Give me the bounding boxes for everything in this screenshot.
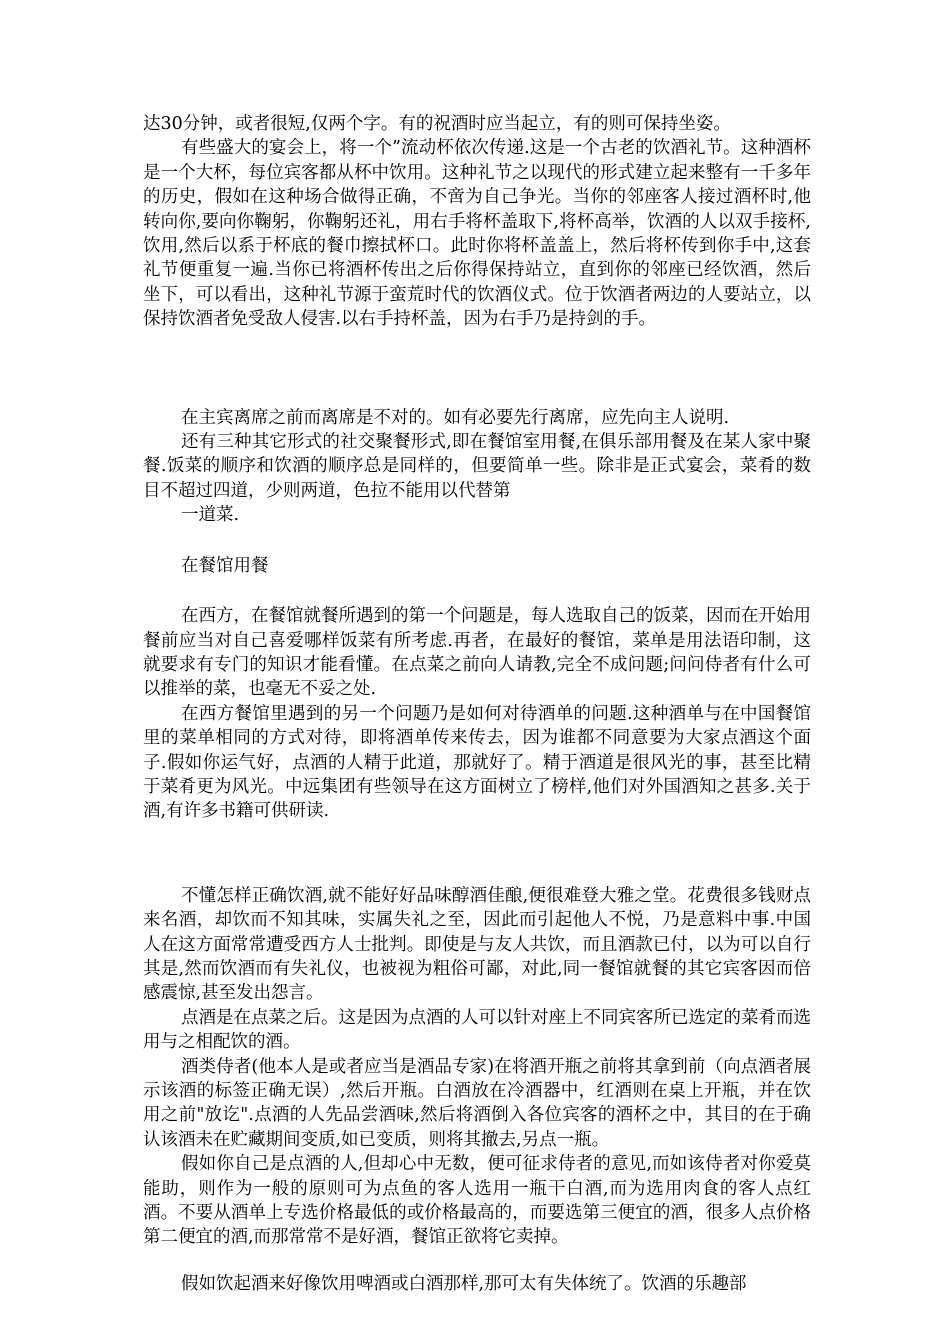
spacer [143,528,811,554]
section-heading: 在餐馆用餐 [181,555,269,576]
section-restaurant [143,604,811,824]
spacer [143,1250,811,1272]
paragraph: 在西方，在餐馆就餐所遇到的第一个问题是，每人选取自己的饭菜，因而在开始用餐前应当对自己喜爱哪样饭菜有所考虑.再者，在最好的餐馆，菜单是用法语印制，这就要求有专门的知识才能看懂。在点菜之前向人请教,完全不成问题;问问侍者有什么可以推举的菜，也毫无不妥之处. [143,606,811,700]
paragraph: 有些盛大的宴会上，将一个”流动杯依次传递.这是一个古老的饮酒礼节。这种酒杯是一个大杯，每位宾客都从杯中饮用。这种礼节之以现代的形式建立起来整有一千多年的历史，假如在这种场合做得正确，不啻为自己争光。当你的邻座客人接过酒杯时,他转向你,要向你鞠躬，你鞠躬还礼，用右手将杯盖取下,将杯高举，饮酒的人以双手接杯,饮用,然后以系于杯底的餐巾擦拭杯口。此时你将杯盖盖上，然后将杯传到你手中,这套礼节便重复一遍.当你已将酒杯传出之后你得保持站立，直到你的邻座已经饮酒，然后坐下，可以看出，这种礼节源于蛮荒时代的饮酒仪式。位于饮酒者两边的人要站立，以保持饮酒者免受敌人侵害.以右手持杯盖，因为右手乃是持剑的手。 [143,138,811,330]
paragraph: 点酒是在点菜之后。这是因为点酒的人可以针对座上不同宾客所已选定的菜肴而选用与之相配饮的酒。 [143,1007,811,1053]
section-toasting [143,112,811,332]
section-wine [143,884,811,1250]
paragraph: 一道菜. [181,505,240,526]
paragraph: 还有三种其它形式的社交聚餐形式,即在餐馆室用餐,在俱乐部用餐及在某人家中聚餐.饭菜的顺序和饮酒的顺序总是同样的，但要简单一些。除非是正式宴会，菜肴的数目不超过四道，少则两道，色拉不能用以代替第 [143,432,811,501]
document-page [143,112,811,1296]
section-leaving [143,406,811,528]
spacer [143,332,811,406]
paragraph: 假如饮起酒来好像饮用啤酒或白酒那样,那可太有失体统了。饮酒的乐趣部 [181,1273,747,1294]
paragraph: 假如你自己是点酒的人,但却心中无数，便可征求侍者的意见,而如该侍者对你爱莫能助，则作为一般的原则可为点鱼的客人选用一瓶干白酒,而为选用肉食的客人点红酒。不要从酒单上专选价格最低的或价格最高的，而要选第三便宜的酒，很多人点价格第二便宜的酒,而那常常不是好酒，餐馆正欲将它卖掉。 [143,1154,811,1248]
paragraph: 不懂怎样正确饮酒,就不能好好品味醇酒佳酿,便很难登大雅之堂。花费很多钱财点来名酒，却饮而不知其味，实属失礼之至，因此而引起他人不悦，乃是意料中事.中国人在这方面常常遭受西方人士批判。即使是与友人共饮，而且酒款已付，以为可以自行其是,然而饮酒而有失礼仪，也被视为粗俗可鄙，对此,同一餐馆就餐的其它宾客因而倍感震惊,甚至发出怨言。 [143,885,811,1004]
spacer [143,578,811,604]
paragraph: 酒类侍者(他本人是或者应当是酒品专家)在将酒开瓶之前将其拿到前（向点酒者展示该酒的标签正确无误）,然后开瓶。白酒放在冷酒器中，红酒则在桌上开瓶，并在饮用之前"放讫".点酒的人先品尝酒味,然后将酒倒入各位宾客的酒杯之中，其目的在于确认该酒未在贮藏期间变质,如已变质，则将其撤去,另点一瓶。 [143,1056,811,1150]
spacer [143,824,811,884]
paragraph: 在主宾离席之前而离席是不对的。如有必要先行离席，应先向主人说明. [181,407,730,428]
paragraph: 达30分钟，或者很短,仅两个字。有的祝酒时应当起立，有的则可保持坐姿。 [143,114,731,134]
paragraph: 在西方餐馆里遇到的另一个问题乃是如何对待酒单的问题.这种酒单与在中国餐馆里的菜单相同的方式对待，即将酒单传来传去，因为谁都不同意要为大家点酒这个面子.假如你运气好，点酒的人精于此道，那就好了。精于酒道是很风光的事，甚至比精于菜肴更为风光。中远集团有些领导在这方面树立了榜样,他们对外国酒知之甚多.关于酒,有许多书籍可供研读. [143,703,811,822]
section-drinking [143,1272,811,1296]
